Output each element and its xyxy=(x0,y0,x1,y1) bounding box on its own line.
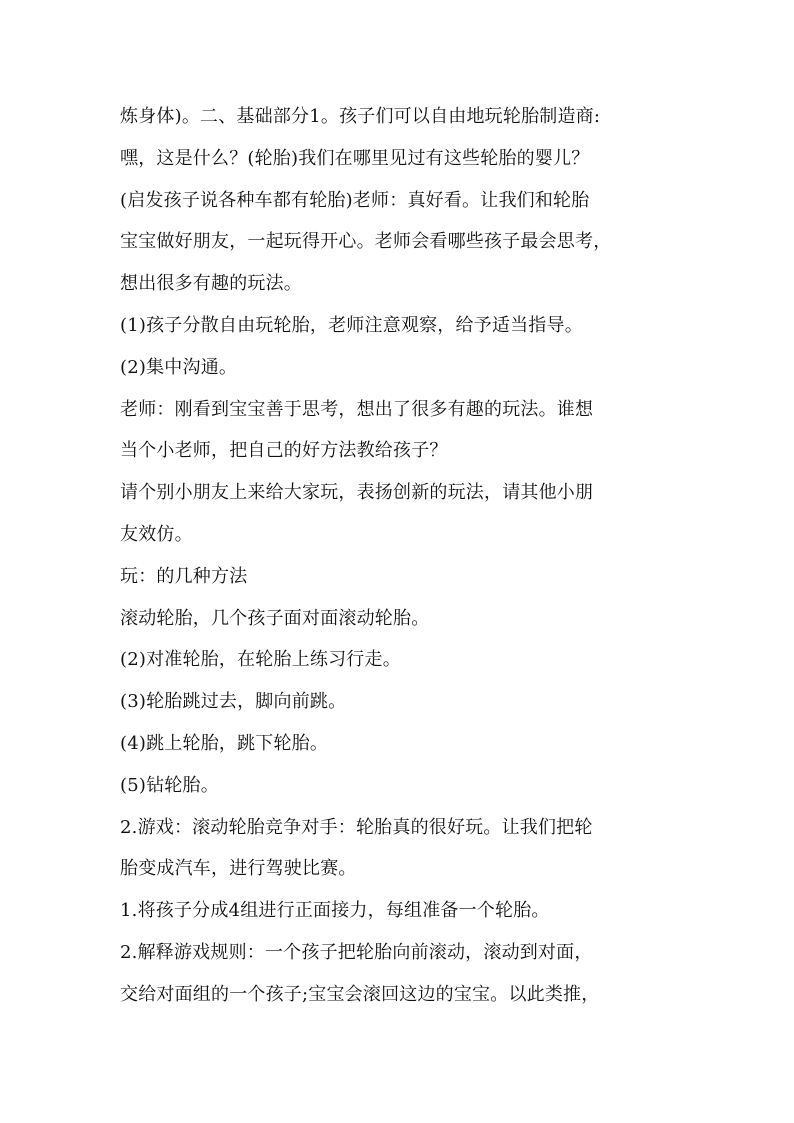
text-line-6: (1)孩子分散自由玩轮胎，老师注意观察，给予适当指导。 xyxy=(120,314,583,336)
text-line-2: 嘿，这是什么？(轮胎)我们在哪里见过有这些轮胎的婴儿？ xyxy=(120,147,590,169)
text-line-16: (4)跳上轮胎，跳下轮胎。 xyxy=(120,732,329,754)
text-line-10: 请个别小朋友上来给大家玩，表扬创新的玩法，请其他小朋 xyxy=(120,482,594,504)
text-line-14: (2)对准轮胎，在轮胎上练习行走。 xyxy=(120,649,401,671)
text-line-20: 1.将孩子分成4组进行正面接力，每组准备一个轮胎。 xyxy=(120,900,550,922)
text-line-13: 滚动轮胎，几个孩子面对面滚动轮胎。 xyxy=(120,607,430,629)
text-line-19: 胎变成汽车，进行驾驶比赛。 xyxy=(120,858,357,880)
text-line-8: 老师：刚看到宝宝善于思考，想出了很多有趣的玩法。谁想 xyxy=(120,398,594,420)
text-line-4: 宝宝做好朋友，一起玩得开心。老师会看哪些孩子最会思考， xyxy=(120,231,612,253)
text-line-17: (5)钻轮胎。 xyxy=(120,774,219,796)
text-line-15: (3)轮胎跳过去，脚向前跳。 xyxy=(120,691,347,713)
document-body xyxy=(120,102,692,1009)
text-line-1: 炼身体)。二、基础部分1。孩子们可以自由地玩轮胎制造商: xyxy=(120,106,601,127)
text-line-12: 玩：的几种方法 xyxy=(120,565,248,587)
text-line-21: 2.解释游戏规则：一个孩子把轮胎向前滚动，滚动到对面， xyxy=(120,941,593,963)
text-line-18: 2.游戏：滚动轮胎竞争对手：轮胎真的很好玩。让我们把轮 xyxy=(120,816,593,838)
text-line-3: (启发孩子说各种车都有轮胎)老师：真好看。让我们和轮胎 xyxy=(120,189,590,211)
text-line-7: (2)集中沟通。 xyxy=(120,356,238,378)
text-line-5: 想出很多有趣的玩法。 xyxy=(120,273,302,295)
text-line-22: 交给对面组的一个孩子;宝宝会滚回这边的宝宝。以此类推， xyxy=(120,983,600,1005)
text-line-11: 友效仿。 xyxy=(120,523,193,545)
text-line-9: 当个小老师，把自己的好方法教给孩子？ xyxy=(120,440,448,462)
